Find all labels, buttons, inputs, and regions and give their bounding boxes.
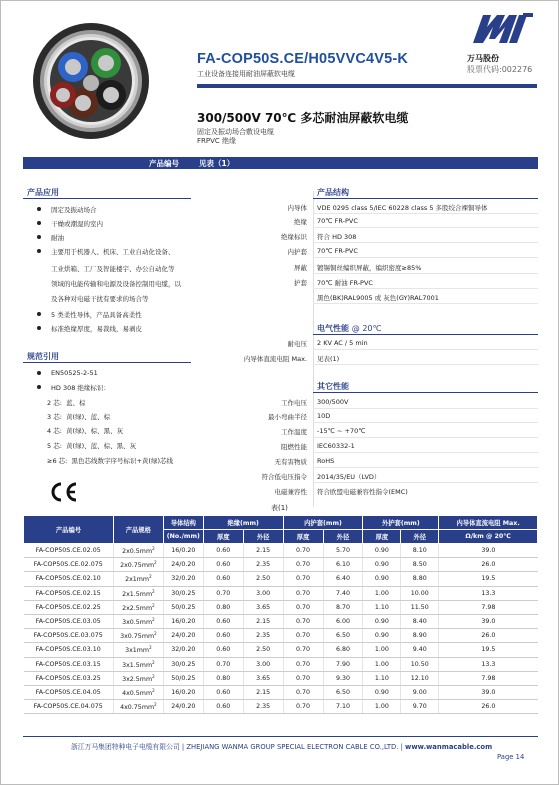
electrical-title-line: [313, 334, 538, 335]
col-resistance: 内导体直流电阻 Max.: [439, 516, 538, 530]
table-cell-so: 9.30: [323, 671, 363, 685]
table-cell-oo: 11.50: [401, 600, 439, 614]
table-cell-spec: $2x1mm^2$: [113, 572, 163, 586]
other-key: 无有害物质: [274, 458, 307, 466]
application-title: 产品应用: [27, 188, 59, 197]
table-cell-oo: 12.10: [401, 671, 439, 685]
table-cell-io: 3.00: [243, 586, 283, 600]
other-key: 阻燃性能: [281, 443, 307, 451]
spec-text: 2x0.75mm: [120, 562, 155, 570]
footer-company-cn: 浙江万马集团特种电子电缆有限公司: [71, 743, 180, 751]
table-cell-io: 2.50: [243, 643, 283, 657]
col-od: 外径: [323, 530, 363, 544]
table-cell-st: 0.70: [283, 643, 323, 657]
company-name: 万马股份: [467, 54, 499, 63]
color-code-row: 3 芯: 黄(绿)、蓝、棕: [47, 413, 111, 421]
table-cell-cond: 16/0.20: [163, 614, 203, 628]
table-cell-r: 26.0: [439, 558, 538, 572]
table-cell-oo: 10.50: [401, 657, 439, 671]
structure-title-line: [313, 198, 538, 199]
table-cell-spec: $2x0.5mm^2$: [113, 544, 163, 558]
table-cell-spec: $3x0.75mm^2$: [113, 629, 163, 643]
table-row: [24, 700, 538, 714]
table-cell-r: 39.0: [439, 685, 538, 699]
table-cell-cond: 24/0.20: [163, 700, 203, 714]
table-cell-r: 13.3: [439, 657, 538, 671]
spec-text: 2x2.5mm: [122, 604, 153, 612]
col-conductor: 导体结构: [163, 516, 203, 530]
other-title: 其它性能: [317, 382, 349, 391]
table-row: [24, 586, 538, 600]
product-subline-1: 固定及振动场合敷设电缆: [197, 128, 274, 136]
table-cell-part: FA-COP50S.CE.02.05: [24, 544, 114, 558]
standards-title: 规范引用: [27, 352, 59, 361]
footer-divider: [23, 736, 538, 737]
table-row: [24, 657, 538, 671]
table-cell-part: FA-COP50S.CE.03.075: [24, 629, 114, 643]
table-cell-cond: 50/0.25: [163, 671, 203, 685]
table-cell-part: FA-COP50S.CE.02.25: [24, 600, 114, 614]
table-cell-io: 2.15: [243, 614, 283, 628]
row-separator: [313, 242, 538, 243]
table-cell-so: 6.50: [323, 629, 363, 643]
table-cell-it: 0.80: [203, 671, 243, 685]
table-cell-st: 0.70: [283, 600, 323, 614]
table-row: [24, 600, 538, 614]
application-item-cont: 工业烘箱、工厂及智能楼宇、办公自动化等: [51, 265, 175, 273]
table-cell-r: 26.0: [439, 700, 538, 714]
col-spec: 产品规格: [113, 516, 163, 544]
table-cell-spec: $4x0.75mm^2$: [113, 700, 163, 714]
table-cell-ot: 0.90: [363, 629, 401, 643]
table-cell-io: 2.35: [243, 629, 283, 643]
table-cell-st: 0.70: [283, 586, 323, 600]
table-cell-it: 0.60: [203, 700, 243, 714]
footer-website[interactable]: www.wanmacable.com: [405, 743, 493, 751]
structure-key: 绝缘标识: [281, 233, 307, 241]
table-cell-cond: 30/0.25: [163, 657, 203, 671]
table-cell-cond: 24/0.20: [163, 558, 203, 572]
table-cell-it: 0.70: [203, 586, 243, 600]
table-cell-spec: $2x0.75mm^2$: [113, 558, 163, 572]
row-separator: [313, 213, 538, 214]
table-cell-cond: 32/0.20: [163, 643, 203, 657]
row-separator: [313, 467, 538, 468]
table-cell-r: 13.3: [439, 586, 538, 600]
table-cell-io: 2.35: [243, 558, 283, 572]
structure-value: 70℃ FR-PVC: [317, 217, 358, 225]
table-cell-it: 0.60: [203, 629, 243, 643]
col-thickness: 厚度: [363, 530, 401, 544]
application-item-cont: 及各种对电磁干扰有要求的场合等: [51, 295, 149, 303]
application-item: 固定及振动场合: [51, 205, 97, 214]
row-separator: [313, 437, 538, 438]
table-cell-ot: 0.90: [363, 685, 401, 699]
table-cell-it: 0.60: [203, 685, 243, 699]
table-cell-io: 2.15: [243, 685, 283, 699]
table-row: [24, 685, 538, 699]
table-cell-spec: $2x1.5mm^2$: [113, 586, 163, 600]
table-cell-ot: 0.90: [363, 572, 401, 586]
table-cell-spec: $4x0.5mm^2$: [113, 685, 163, 699]
cable-cross-section-icon: [31, 21, 151, 141]
part-number-bar: [23, 157, 538, 169]
electrical-key: 内导体直流电阻 Max.: [243, 355, 307, 363]
row-separator: [313, 257, 538, 258]
table-cell-spec: $3x1mm^2$: [113, 643, 163, 657]
table-cell-oo: 9.70: [401, 700, 439, 714]
table-cell-st: 0.70: [283, 685, 323, 699]
table-header-row: [24, 516, 538, 530]
table-cell-ot: 1.00: [363, 643, 401, 657]
table-cell-r: 7.98: [439, 671, 538, 685]
table-cell-spec: $3x1.5mm^2$: [113, 657, 163, 671]
table-cell-st: 0.70: [283, 657, 323, 671]
product-headline: 300/500V 70℃ 多芯耐油屏蔽软电缆: [197, 111, 409, 125]
table-row: [24, 544, 538, 558]
table-cell-it: 0.70: [203, 657, 243, 671]
table-cell-r: 39.0: [439, 614, 538, 628]
part-number-label: 产品编号: [149, 159, 179, 168]
table-cell-so: 6.40: [323, 572, 363, 586]
stock-code-value: 002276: [501, 65, 533, 74]
application-item: 耐油: [51, 233, 64, 242]
table-cell-spec: $3x2.5mm^2$: [113, 671, 163, 685]
spec-text: 3x0.5mm: [122, 619, 153, 627]
table-cell-so: 6.00: [323, 614, 363, 628]
other-value: -15℃ ~ +70℃: [317, 427, 366, 435]
table-cell-it: 0.60: [203, 558, 243, 572]
other-value: RoHS: [317, 457, 335, 465]
table-cell-ot: 0.90: [363, 544, 401, 558]
table-cell-so: 5.70: [323, 544, 363, 558]
product-model-subtitle: 工业设备连接用耐油屏蔽软电缆: [197, 70, 295, 78]
row-separator: [313, 288, 538, 289]
spec-text: 3x2.5mm: [122, 675, 153, 683]
table-cell-so: 6.10: [323, 558, 363, 572]
col-inner-sheath: 内护套(mm): [283, 516, 363, 530]
application-item: 主要用于机器人、机床、工业自动化设备、: [51, 247, 175, 256]
table-cell-part: FA-COP50S.CE.02.10: [24, 572, 114, 586]
other-value: 10D: [317, 412, 331, 420]
structure-value: 镀锡铜丝编织屏蔽，编织密度≥85%: [317, 264, 422, 272]
product-subline-2: FRPVC 绝缘: [197, 137, 237, 145]
structure-value: 70℃ 耐油 FR-PVC: [317, 279, 373, 287]
table-cell-it: 0.80: [203, 600, 243, 614]
other-key: 工作电压: [281, 399, 307, 407]
structure-key: 内导体: [287, 204, 307, 212]
table-row: [24, 643, 538, 657]
structure-value: VDE 0295 class 5/IEC 60228 class 5 多股绞合裸铜导体: [317, 204, 488, 212]
table-cell-ot: 0.90: [363, 614, 401, 628]
table-cell-cond: 30/0.25: [163, 586, 203, 600]
table-cell-r: 26.0: [439, 629, 538, 643]
table-row: [24, 558, 538, 572]
product-model: FA-COP50S.CE/H05VVC4V5-K: [197, 51, 409, 67]
company-logo-icon: [469, 9, 537, 49]
page-number: Page 14: [497, 753, 525, 761]
col-od: 外径: [243, 530, 283, 544]
electrical-value: 见表(1): [317, 355, 340, 363]
structure-value: 黑色(BK)RAL9005 或 灰色(GY)RAL7001: [317, 294, 439, 302]
application-title-line: [23, 198, 191, 199]
table-cell-io: 3.65: [243, 671, 283, 685]
table-cell-ot: 1.10: [363, 600, 401, 614]
table-cell-part: FA-COP50S.CE.03.15: [24, 657, 114, 671]
structure-key: 绝缘: [294, 218, 307, 226]
table-cell-oo: 8.40: [401, 614, 439, 628]
table-cell-ot: 0.90: [363, 558, 401, 572]
footer: 浙江万马集团特种电子电缆有限公司 | ZHEJIANG WANMA GROUP SPECIAL ELECTRON CABLE CO.,LTD. | www.wanmacable.com: [71, 743, 493, 751]
footer-company-en: ZHEJIANG WANMA GROUP SPECIAL ELECTRON CABLE CO.,LTD.: [186, 743, 399, 751]
table-cell-part: FA-COP50S.CE.04.05: [24, 685, 114, 699]
table-cell-ot: 1.00: [363, 700, 401, 714]
table-cell-r: 19.5: [439, 643, 538, 657]
table-cell-so: 6.80: [323, 643, 363, 657]
other-key: 电磁兼容性: [274, 488, 307, 496]
table-cell-st: 0.70: [283, 629, 323, 643]
other-key: 最小弯曲半径: [268, 413, 307, 421]
spec-text: 2x1mm: [125, 576, 150, 584]
other-value: 300/500V: [317, 398, 349, 406]
table-cell-part: FA-COP50S.CE.02.15: [24, 586, 114, 600]
row-separator: [313, 273, 538, 274]
table-cell-so: 7.90: [323, 657, 363, 671]
row-separator: [313, 408, 538, 409]
table-cell-part: FA-COP50S.CE.02.075: [24, 558, 114, 572]
spec-text: 3x1mm: [125, 647, 150, 655]
table-cell-it: 0.60: [203, 544, 243, 558]
table-cell-io: 3.00: [243, 657, 283, 671]
table-cell-so: 7.10: [323, 700, 363, 714]
table-cell-io: 3.65: [243, 600, 283, 614]
structure-title: 产品结构: [317, 188, 349, 197]
table-cell-st: 0.70: [283, 700, 323, 714]
electrical-key: 耐电压: [287, 340, 307, 348]
application-item: 5 类柔性导体，产品具备高柔性: [51, 310, 142, 319]
header-divider: [197, 84, 537, 88]
table-cell-oo: 8.80: [401, 572, 439, 586]
other-title-line: [313, 392, 538, 393]
table-cell-ot: 1.00: [363, 657, 401, 671]
row-separator: [313, 349, 538, 350]
table-cell-part: FA-COP50S.CE.03.05: [24, 614, 114, 628]
table-row: [24, 671, 538, 685]
table-cell-io: 2.50: [243, 572, 283, 586]
color-code-row: ≥6 芯: 黑色芯线数字序号标识+黄(绿)芯线: [47, 457, 174, 465]
electrical-value: 2 KV AC / 5 min: [317, 339, 368, 347]
ce-mark-icon: [49, 481, 79, 503]
application-item-cont: 领域的电能传输和电源及设备控制用电缆，以: [51, 280, 181, 288]
table-cell-ot: 1.00: [363, 586, 401, 600]
structure-key: 屏蔽: [294, 264, 307, 272]
col-thickness: 厚度: [203, 530, 243, 544]
table-cell-st: 0.70: [283, 544, 323, 558]
table-cell-r: 19.5: [439, 572, 538, 586]
spec-text: 4x0.5mm: [122, 690, 153, 698]
structure-value: 70℃ FR-PVC: [317, 247, 358, 255]
col-resistance-unit: Ω/km @ 20℃: [439, 530, 538, 544]
table-cell-spec: $3x0.5mm^2$: [113, 614, 163, 628]
table-cell-st: 0.70: [283, 572, 323, 586]
spec-text: 2x1.5mm: [122, 590, 153, 598]
spec-text: 3x1.5mm: [122, 661, 153, 669]
table-cell-so: 7.40: [323, 586, 363, 600]
row-separator: [313, 482, 538, 483]
spec-text: 3x0.75mm: [120, 633, 155, 641]
stock-code-label: 股票代码:: [467, 65, 502, 74]
table-cell-oo: 9.00: [401, 685, 439, 699]
table-cell-part: FA-COP50S.CE.03.25: [24, 671, 114, 685]
other-value: 符合欧盟电磁兼容性指令(EMC): [317, 488, 408, 496]
row-separator: [313, 422, 538, 423]
standard-item: EN50525-2-51: [51, 369, 98, 377]
col-part-number: 产品编号: [24, 516, 114, 544]
col-od: 外径: [401, 530, 439, 544]
table-cell-cond: 24/0.20: [163, 629, 203, 643]
table-cell-oo: 8.90: [401, 629, 439, 643]
color-code-row: 2 芯: 蓝、棕: [47, 399, 86, 407]
table-cell-part: FA-COP50S.CE.04.075: [24, 700, 114, 714]
table-cell-it: 0.60: [203, 614, 243, 628]
table-cell-r: 7.98: [439, 600, 538, 614]
row-separator: [313, 452, 538, 453]
table-cell-st: 0.70: [283, 671, 323, 685]
standards-title-line: [23, 362, 191, 363]
spec-table: [23, 515, 538, 714]
col-conductor-unit: (No./mm): [163, 530, 203, 544]
table-cell-it: 0.60: [203, 643, 243, 657]
structure-key: 护套: [294, 279, 307, 287]
table-cell-st: 0.70: [283, 614, 323, 628]
table-cell-ot: 1.10: [363, 671, 401, 685]
table-cell-io: 2.15: [243, 544, 283, 558]
table-cell-spec: $2x2.5mm^2$: [113, 600, 163, 614]
electrical-title: 电气性能 @ 20℃: [317, 324, 382, 333]
table-cell-so: 6.50: [323, 685, 363, 699]
table-cell-r: 39.0: [439, 544, 538, 558]
spec-text: 4x0.75mm: [120, 704, 155, 712]
other-key: 工作温度: [281, 428, 307, 436]
stock-code: [467, 64, 532, 75]
company-name-block: [467, 53, 532, 75]
table-cell-cond: 32/0.20: [163, 572, 203, 586]
other-value: IEC60332-1: [317, 442, 355, 450]
table-cell-cond: 50/0.25: [163, 600, 203, 614]
spec-text: 2x0.5mm: [122, 548, 153, 556]
table-cell-oo: 8.10: [401, 544, 439, 558]
part-number-value: 见表（1）: [199, 159, 235, 168]
table-cell-oo: 10.00: [401, 586, 439, 600]
structure-key: 内护套: [287, 248, 307, 256]
row-separator: [313, 364, 538, 365]
col-insulation: 绝缘(mm): [203, 516, 283, 530]
table-cell-st: 0.70: [283, 558, 323, 572]
col-thickness: 厚度: [283, 530, 323, 544]
other-key: 符合低电压指令: [261, 473, 307, 481]
col-outer-sheath: 外护套(mm): [363, 516, 439, 530]
structure-value: 符合 HD 308: [317, 233, 357, 241]
color-code-row: 5 芯: 黄(绿)、蓝、棕、黑、灰: [47, 442, 137, 450]
other-value: 2014/35/EU（LVD）: [317, 473, 381, 481]
table-cell-cond: 16/0.20: [163, 685, 203, 699]
table-cell-part: FA-COP50S.CE.03.10: [24, 643, 114, 657]
row-separator: [313, 303, 538, 304]
table-caption: 表(1): [271, 504, 288, 512]
table-cell-so: 8.70: [323, 600, 363, 614]
table-cell-oo: 8.50: [401, 558, 439, 572]
color-code-row: 4 芯: 黄(绿)、棕、黑、灰: [47, 427, 124, 435]
table-row: [24, 629, 538, 643]
application-item: 标准绝缘厚度，易裁线，易剥皮: [51, 324, 142, 333]
table-cell-cond: 16/0.20: [163, 544, 203, 558]
table-cell-oo: 9.40: [401, 643, 439, 657]
row-separator: [313, 227, 538, 228]
table-cell-it: 0.60: [203, 572, 243, 586]
table-cell-io: 2.35: [243, 700, 283, 714]
application-item: 干燥或潮湿的室内: [51, 219, 103, 228]
standard-item: HD 308 绝缘标识：: [51, 383, 110, 392]
table-row: [24, 572, 538, 586]
table-row: [24, 614, 538, 628]
